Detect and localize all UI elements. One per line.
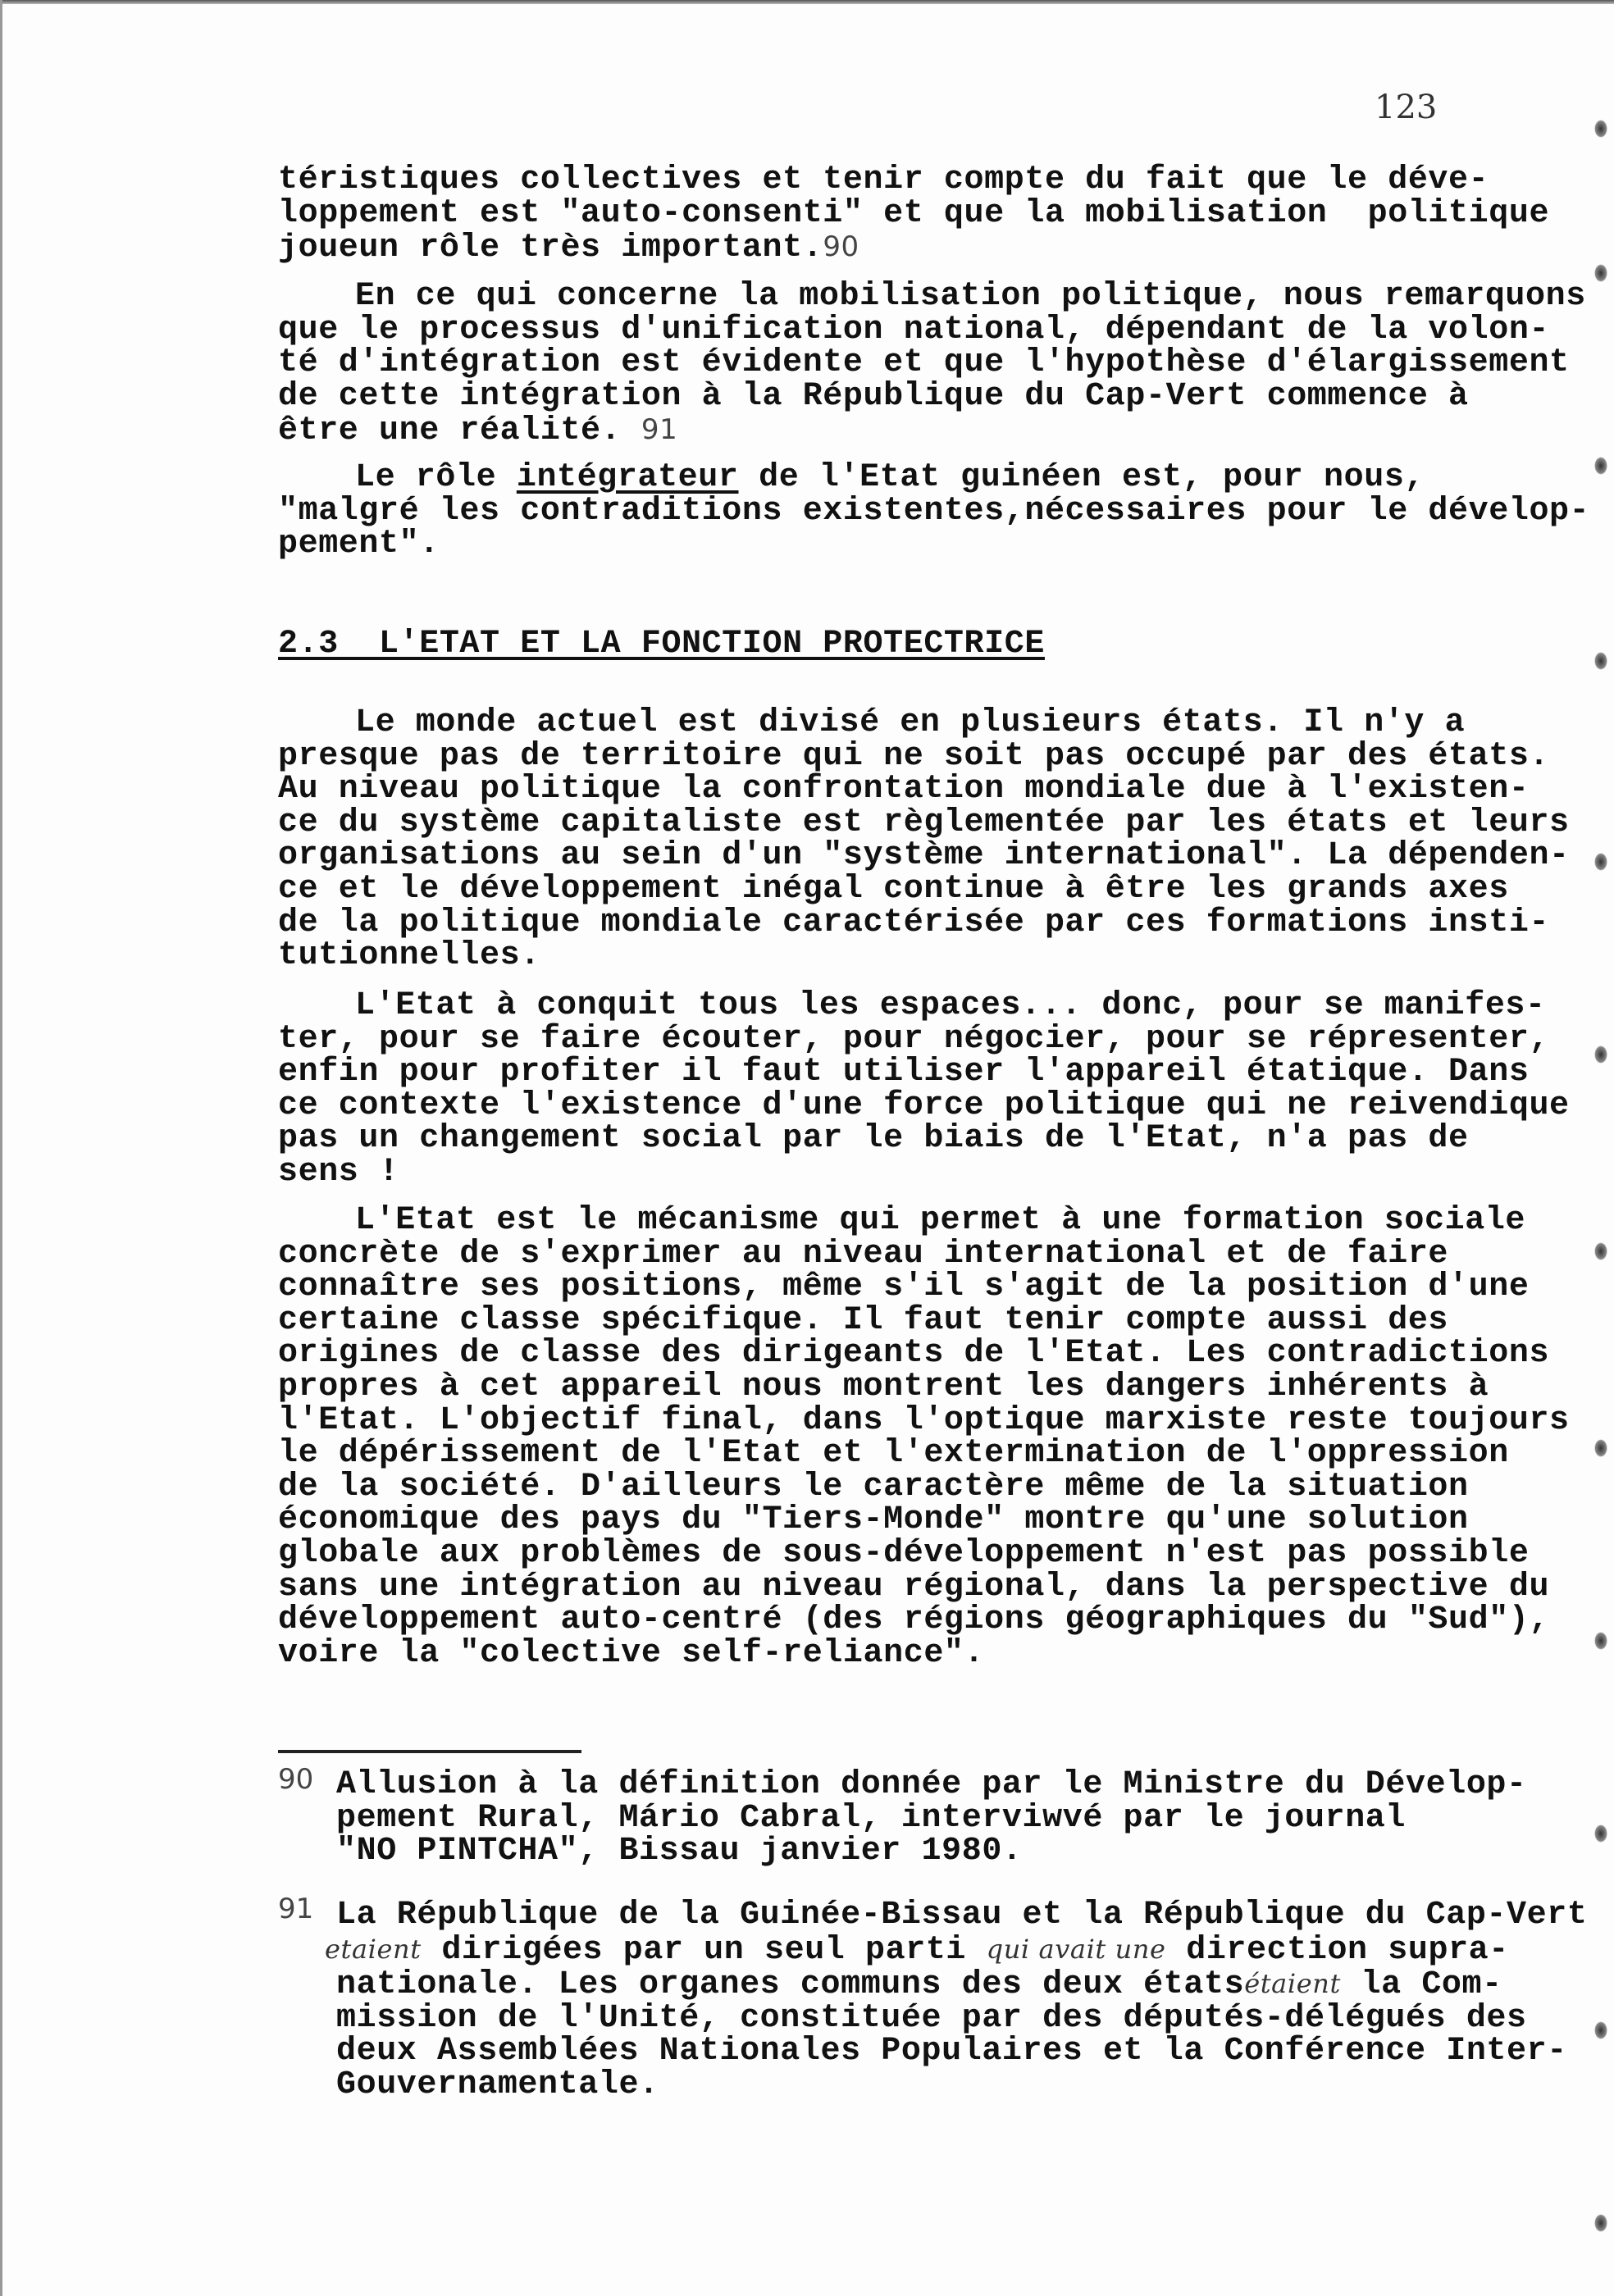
page-number: 123	[1375, 89, 1438, 126]
text: Le rôle	[355, 459, 517, 496]
paragraph-2	[278, 280, 1586, 449]
text-line	[336, 1967, 1587, 2002]
binder-hole-mark	[1594, 1632, 1607, 1650]
text-line: ce et le développement inégal continue à être les grands axes	[278, 870, 1509, 908]
binder-hole-mark	[1594, 853, 1607, 871]
text-line: certaine classe spécifique. Il faut tenir compte aussi des	[278, 1301, 1449, 1339]
text-line: Au niveau politique la confrontation mondiale due à l'existen-	[278, 771, 1530, 809]
text-line: propres à cet appareil nous montrent les dangers inhérents à	[278, 1368, 1489, 1405]
text-line: sens !	[278, 1153, 399, 1191]
text-line: téristiques collectives et tenir compte du fait que le déve-	[278, 162, 1489, 198]
text-line: L'Etat à conquit tous les espaces... donc, pour se manifes-	[355, 987, 1546, 1024]
footnote-ref-90: 90	[823, 230, 859, 264]
text-line	[278, 459, 1589, 496]
text-line	[278, 230, 1549, 266]
text-line: tutionnelles.	[278, 937, 540, 975]
underlined-term: intégrateur	[516, 459, 739, 496]
text-line: presque pas de territoire qui ne soit pas occupé par des états.	[278, 737, 1550, 775]
paragraph-3	[278, 459, 1590, 563]
text: être une réalité.	[278, 412, 641, 450]
text-line: développement auto-centré (des régions géographiques du "Sud"),	[278, 1601, 1550, 1639]
text-line: concrète de s'exprimer au niveau international et de faire	[278, 1235, 1449, 1273]
text-line: "NO PINTCHA", Bissau janvier 1980.	[336, 1833, 1023, 1870]
footnote-90	[336, 1766, 1527, 1870]
text-line: ce du système capitaliste est règlementée par les états et leurs	[278, 804, 1570, 841]
text: nationale. Les organes communs des deux états	[336, 1966, 1245, 2004]
binder-hole-mark	[1594, 1046, 1607, 1064]
scan-left-edge	[0, 0, 2, 2296]
text: la Com-	[1340, 1966, 1502, 2004]
text-line: En ce qui concerne la mobilisation politique, nous remarquons	[355, 278, 1586, 315]
text-line: connaître ses positions, même s'il s'agit de la position d'une	[278, 1269, 1530, 1306]
paragraph-6	[278, 1202, 1570, 1672]
text: dirigées par un seul parti	[421, 1931, 967, 1969]
text-line: voire la "colective self-reliance".	[278, 1634, 985, 1672]
handwritten-correction: étaient	[1244, 1968, 1341, 2000]
handwritten-correction: qui avait une	[986, 1933, 1166, 1965]
text-line: loppement est "auto-consenti" et que la mobilisation politique	[278, 194, 1550, 232]
footnote-number-90: 90	[278, 1763, 314, 1796]
text-line: que le processus d'unification national, dépendant de la volon-	[278, 311, 1550, 348]
text-line: économique des pays du "Tiers-Monde" montre qu'une solution	[278, 1501, 1469, 1539]
text-line: le dépérissement de l'Etat et l'extermination de l'oppression	[278, 1435, 1509, 1473]
text-line: l'Etat. L'objectif final, dans l'optique marxiste reste toujours	[278, 1401, 1570, 1439]
binder-hole-mark	[1594, 1439, 1607, 1457]
text-line: origines de classe des dirigeants de l'Etat. Les contradictions	[278, 1335, 1550, 1373]
binder-hole-mark	[1594, 2214, 1607, 2232]
text: direction supra-	[1165, 1931, 1509, 1969]
text-line: globale aux problèmes de sous-développement n'est pas possible	[278, 1534, 1530, 1572]
text: de l'Etat guinéen est, pour nous,	[738, 459, 1425, 496]
binder-hole-mark	[1594, 457, 1607, 475]
footnote-separator	[278, 1750, 581, 1753]
paragraph-4	[278, 704, 1570, 975]
binder-hole-mark	[1594, 652, 1607, 670]
text-line: pement Rural, Mário Cabral, interviwvé par le journal	[336, 1799, 1407, 1837]
text-line: L'Etat est le mécanisme qui permet à une formation sociale	[355, 1202, 1526, 1239]
binder-hole-mark	[1594, 120, 1607, 138]
text-line: ter, pour se faire écouter, pour négocier, pour se répresenter,	[278, 1020, 1550, 1058]
text-line: pas un changement social par le biais de l'Etat, n'a pas de	[278, 1120, 1469, 1158]
text-line: té d'intégration est évidente et que l'hypothèse d'élargissement	[278, 344, 1570, 382]
footnote-number-91: 91	[278, 1893, 314, 1925]
text-line: "malgré les contraditions existentes,nécessaires pour le dévelop-	[278, 492, 1590, 530]
binder-hole-mark	[1594, 2021, 1607, 2039]
binder-hole-mark	[1594, 1824, 1607, 1843]
text-line	[278, 413, 1586, 449]
text-line: sans une intégration au niveau régional, dans la perspective du	[278, 1568, 1550, 1606]
text-line: pement".	[278, 526, 440, 563]
text-line: deux Assemblées Nationales Populaires et la Conférence Inter-	[336, 2033, 1567, 2070]
paragraph-1	[278, 164, 1549, 266]
scan-top-edge	[0, 0, 1614, 4]
text-line: mission de l'Unité, constituée par des députés-délégués des	[336, 1999, 1527, 2037]
text-line: La République de la Guinée-Bissau et la République du Cap-Vert	[336, 1897, 1588, 1934]
binder-hole-mark	[1594, 264, 1607, 282]
text-line: Gouvernamentale.	[336, 2066, 659, 2103]
section-heading: 2.3 L'ETAT ET LA FONCTION PROTECTRICE	[278, 626, 1045, 663]
handwritten-correction: etaient	[325, 1933, 422, 1965]
text-line: Allusion à la définition donnée par le Ministre du Dévelop-	[336, 1766, 1527, 1803]
text-line: Le monde actuel est divisé en plusieurs états. Il n'y a	[355, 704, 1466, 741]
text-line: de la société. D'ailleurs le caractère même de la situation	[278, 1468, 1469, 1506]
paragraph-5	[278, 987, 1570, 1191]
text-line: organisations au sein d'un "système international". La dépenden-	[278, 837, 1570, 875]
text-line: de cette intégration à la République du Cap-Vert commence à	[278, 377, 1469, 415]
text: joueun rôle très important.	[278, 230, 823, 267]
binder-hole-mark	[1594, 1242, 1607, 1260]
text-line: enfin pour profiter il faut utiliser l'appareil étatique. Dans	[278, 1054, 1530, 1091]
footnote-91	[325, 1897, 1588, 2103]
text-line: ce contexte l'existence d'une force politique qui ne reivendique	[278, 1086, 1570, 1124]
footnote-ref-91: 91	[641, 413, 678, 447]
text-line	[325, 1933, 1587, 1968]
text-line: de la politique mondiale caractérisée par ces formations insti-	[278, 904, 1550, 941]
